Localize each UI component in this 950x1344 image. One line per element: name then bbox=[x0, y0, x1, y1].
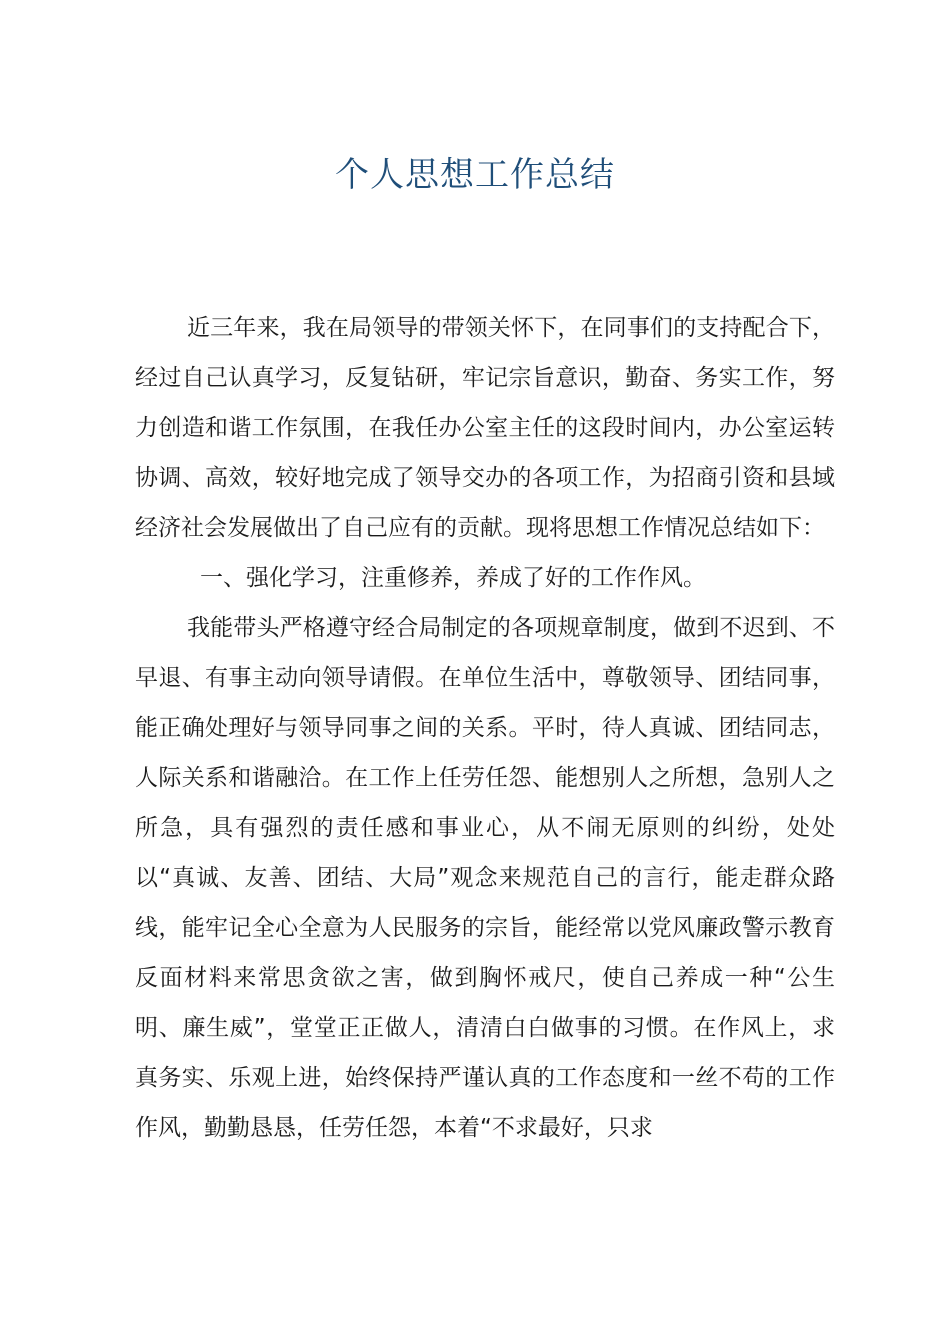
section-heading: 一、强化学习，注重修养，养成了好的工作作风。 bbox=[200, 565, 706, 591]
document-body bbox=[135, 303, 835, 1153]
document-title: 个人思想工作总结 bbox=[335, 155, 615, 195]
section-paragraph: 我能带头严格遵守经合局制定的各项规章制度，做到不迟到、不早退、有事主动向领导请假。在单位生活中，尊敬领导、团结同事，能正确处理好与领导同事之间的关系。平时，待人真诚、团结同志，人际关系和谐融洽。在工作上任劳任怨、能想别人之所想，急别人之所急，具有强烈的责任感和事业心，从不闹无原则的纠纷，处处以“真诚、友善、团结、大局”观念来规范自己的言行，能走群众路线，能牢记全心全意为人民服务的宗旨，能经常以党风廉政警示教育反面材料来常思贪欲之害，做到胸怀戒尺，使自己养成一种“公生明、廉生威”，堂堂正正做人，清清白白做事的习惯。在作风上，求真务实、乐观上进，始终保持严谨认真的工作态度和一丝不苟的工作作风，勤勤恳恳，任劳任怨，本着“不求最好，只求 bbox=[135, 615, 835, 1141]
intro-paragraph: 近三年来，我在局领导的带领关怀下，在同事们的支持配合下，经过自己认真学习，反复钻研，牢记宗旨意识，勤奋、务实工作，努力创造和谐工作氛围，在我任办公室主任的这段时间内，办公室运转协调、高效，较好地完成了领导交办的各项工作，为招商引资和县域经济社会发展做出了自己应有的贡献。现将思想工作情况总结如下： bbox=[135, 315, 835, 541]
